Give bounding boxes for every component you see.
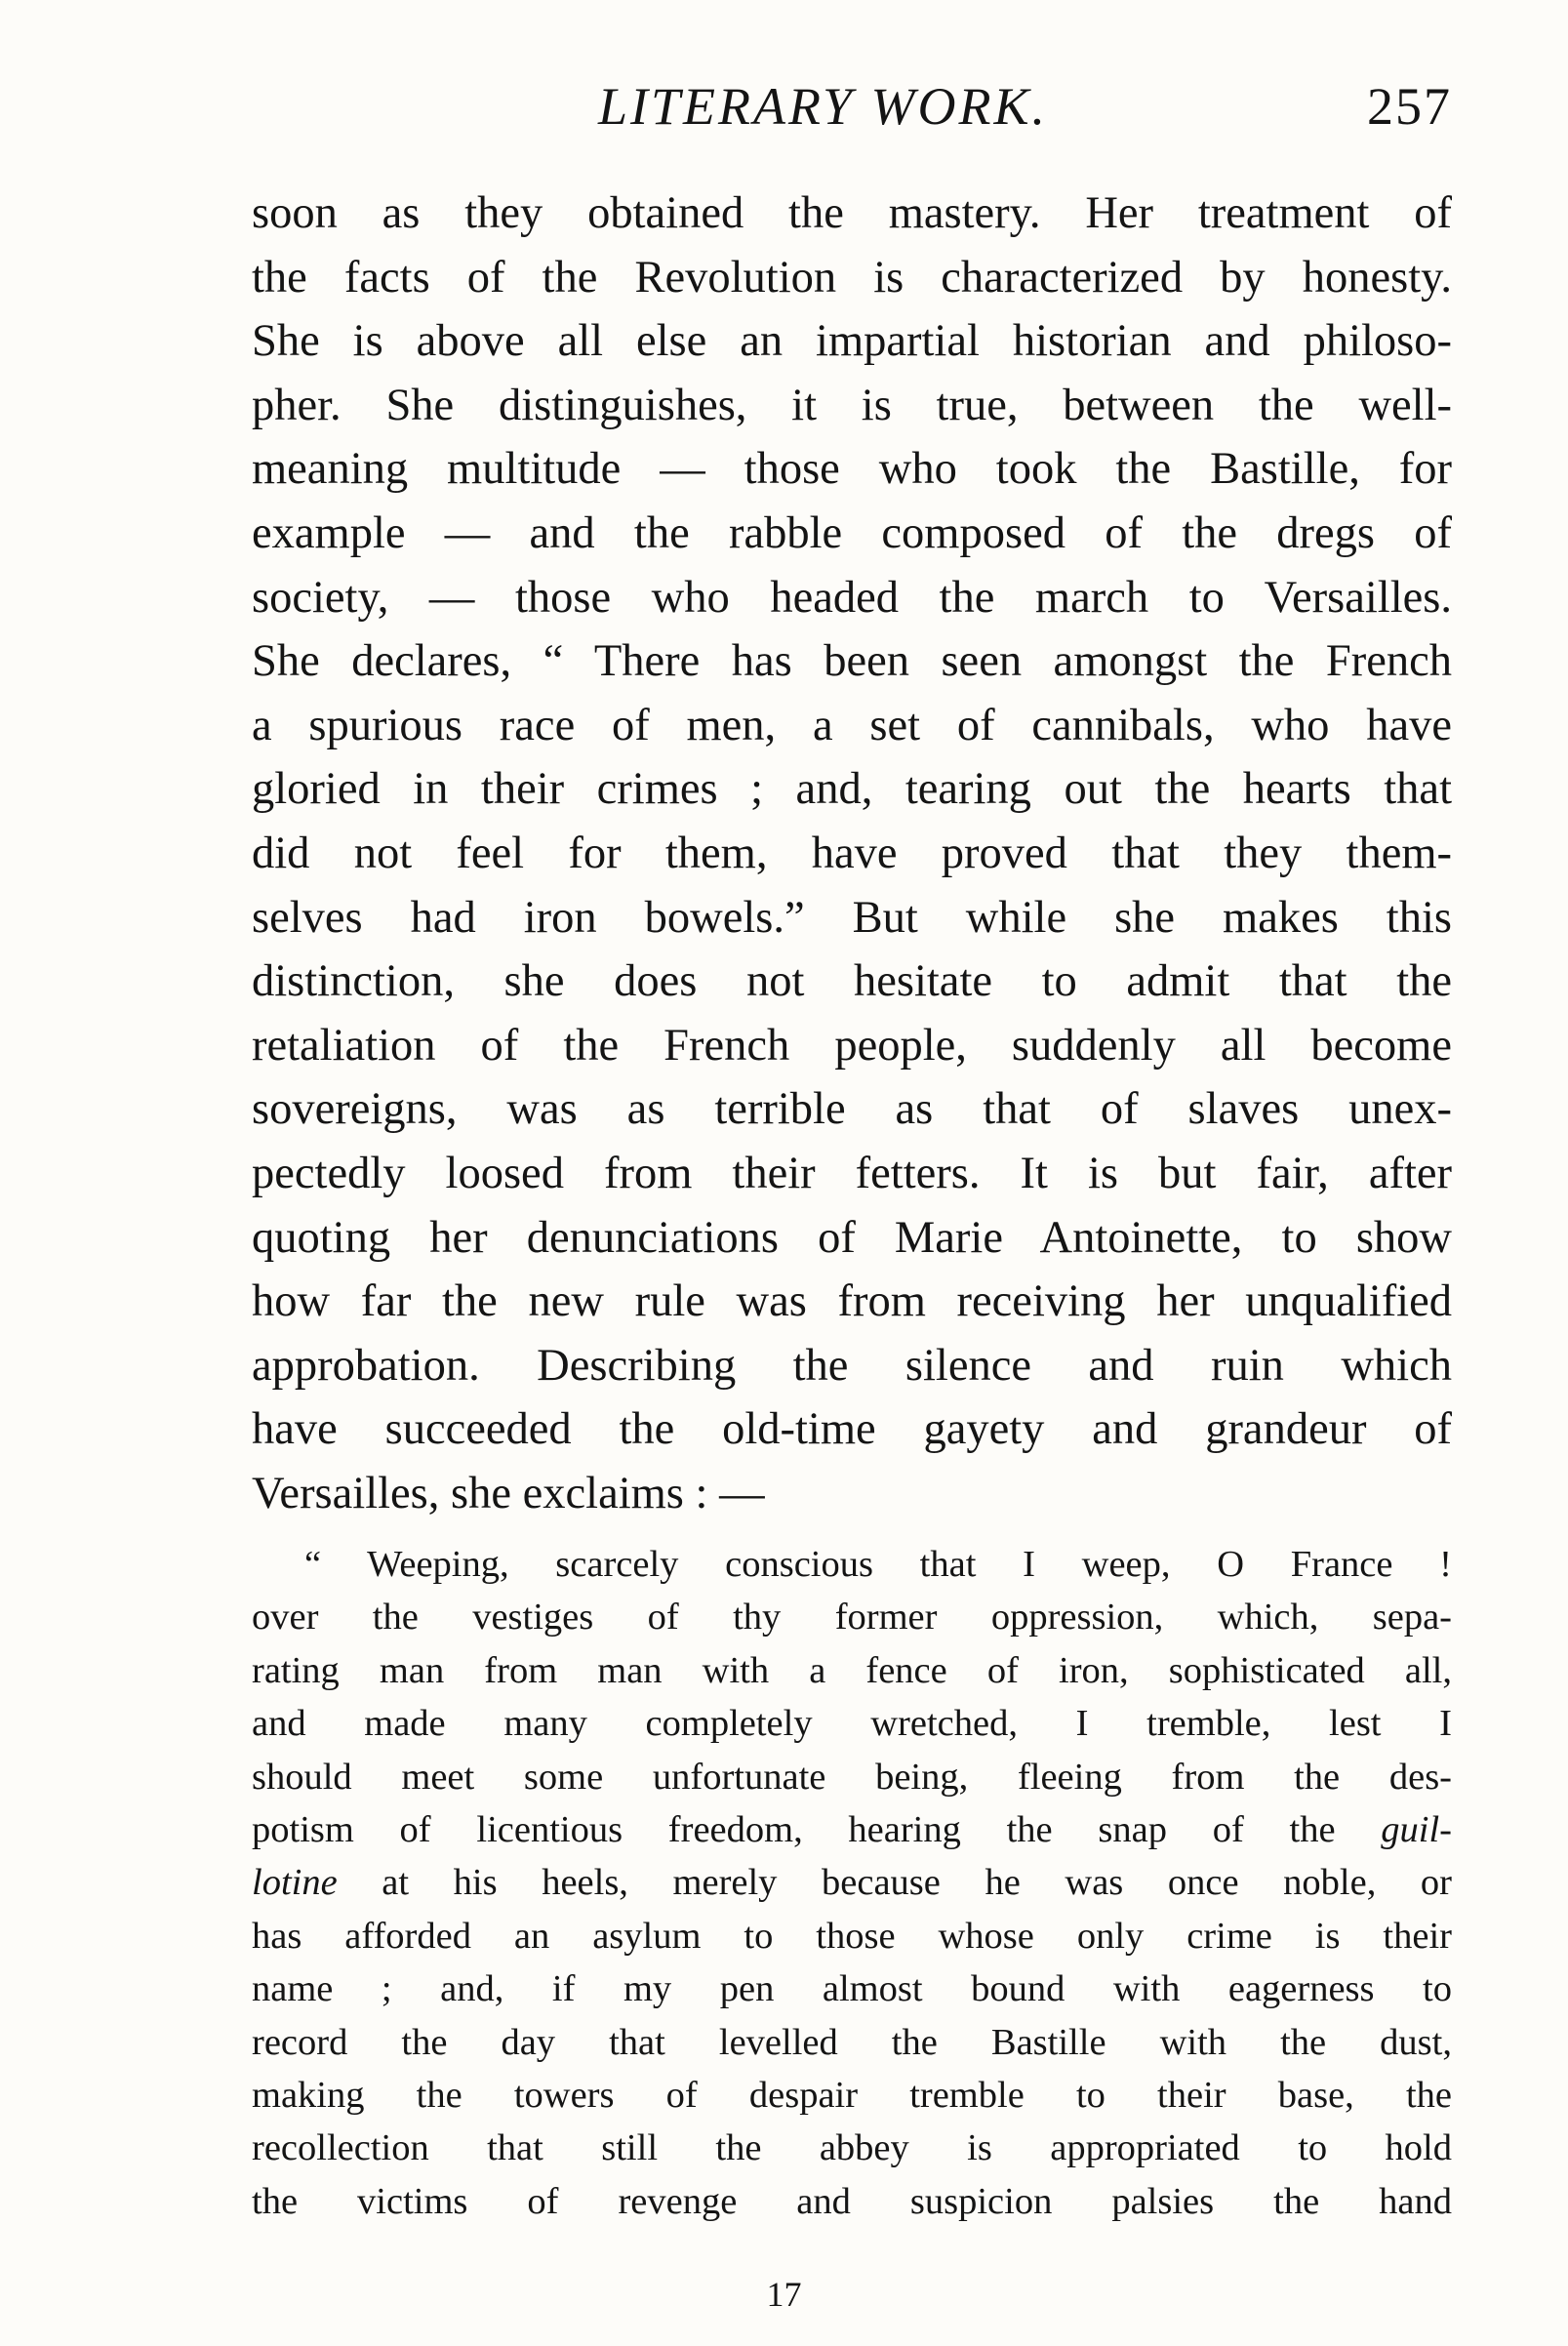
body-line: selves had iron bowels.” But while she makes this [252, 892, 1452, 943]
body-line: have succeeded the old-time gayety and grandeur of [252, 1404, 1452, 1455]
body-line: a spurious race of men, a set of cannibals, who have [252, 700, 1452, 750]
body-line: meaning multitude — those who took the Bastille, for [252, 444, 1452, 495]
quote-line [252, 1856, 1452, 1909]
body-line: pectedly loosed from their fetters. It is but fair, after [252, 1148, 1452, 1198]
body-line: example — and the rabble composed of the dregs of [252, 507, 1452, 558]
quote-text: at his heels, merely because he was once noble, or [337, 1862, 1452, 1904]
running-head-title: LITERARY WORK. [598, 77, 1049, 136]
block-quote [252, 1538, 1452, 2228]
italic-word: guil- [1381, 1809, 1452, 1851]
body-line: approbation. Describing the silence and ruin which [252, 1340, 1452, 1391]
running-head [252, 76, 1452, 144]
body-line: distinction, she does not hesitate to admit that the [252, 956, 1452, 1007]
body-line: did not feel for them, have proved that they them- [252, 828, 1452, 878]
body-line: society, — those who headed the march to Versailles. [252, 572, 1452, 623]
body-line: retaliation of the French people, suddenly all become [252, 1020, 1452, 1071]
italic-word: lotine [252, 1862, 338, 1904]
quote-line: over the vestiges of thy former oppression, which, sepa- [252, 1597, 1452, 1638]
quote-text: potism of licentious freedom, hearing the snap of the [252, 1809, 1382, 1851]
quote-line: has afforded an asylum to those whose only crime is their [252, 1915, 1452, 1957]
body-line: She declares, “ There has been seen amongst the French [252, 636, 1452, 687]
quote-line: should meet some unfortunate being, fleeing from the des- [252, 1756, 1452, 1798]
quote-line: making the towers of despair tremble to their base, the [252, 2075, 1452, 2117]
body-line: quoting her denunciations of Marie Antoinette, to show [252, 1212, 1452, 1263]
body-line: the facts of the Revolution is characterized by honesty. [252, 252, 1452, 303]
quote-line: and made many completely wretched, I tremble, lest I [252, 1703, 1452, 1745]
body-line: soon as they obtained the mastery. Her treatment of [252, 188, 1452, 238]
quote-line: record the day that levelled the Bastille with the dust, [252, 2021, 1452, 2063]
quote-line: recollection that still the abbey is appropriated to hold [252, 2127, 1452, 2169]
body-line: She is above all else an impartial historian and philoso- [252, 316, 1452, 367]
body-line: sovereigns, was as terrible as that of slaves unex- [252, 1084, 1452, 1135]
quote-line [252, 1803, 1452, 1856]
signature-mark: 17 [766, 2275, 802, 2314]
body-line: pher. She distinguishes, it is true, between the well- [252, 380, 1452, 430]
body-line: gloried in their crimes ; and, tearing out the hearts that [252, 764, 1452, 815]
page-number: 257 [1367, 77, 1452, 136]
quote-line: “ Weeping, scarcely conscious that I weep, O France ! [304, 1544, 1452, 1585]
quote-line: name ; and, if my pen almost bound with eagerness to [252, 1968, 1452, 2010]
quote-line: rating man from man with a fence of iron, sophisticated all, [252, 1649, 1452, 1691]
quote-line: the victims of revenge and suspicion palsies the hand [252, 2180, 1452, 2222]
body-line: Versailles, she exclaims : — [252, 1468, 765, 1518]
body-paragraph [252, 182, 1452, 1525]
body-line: how far the new rule was from receiving her unqualified [252, 1276, 1452, 1327]
